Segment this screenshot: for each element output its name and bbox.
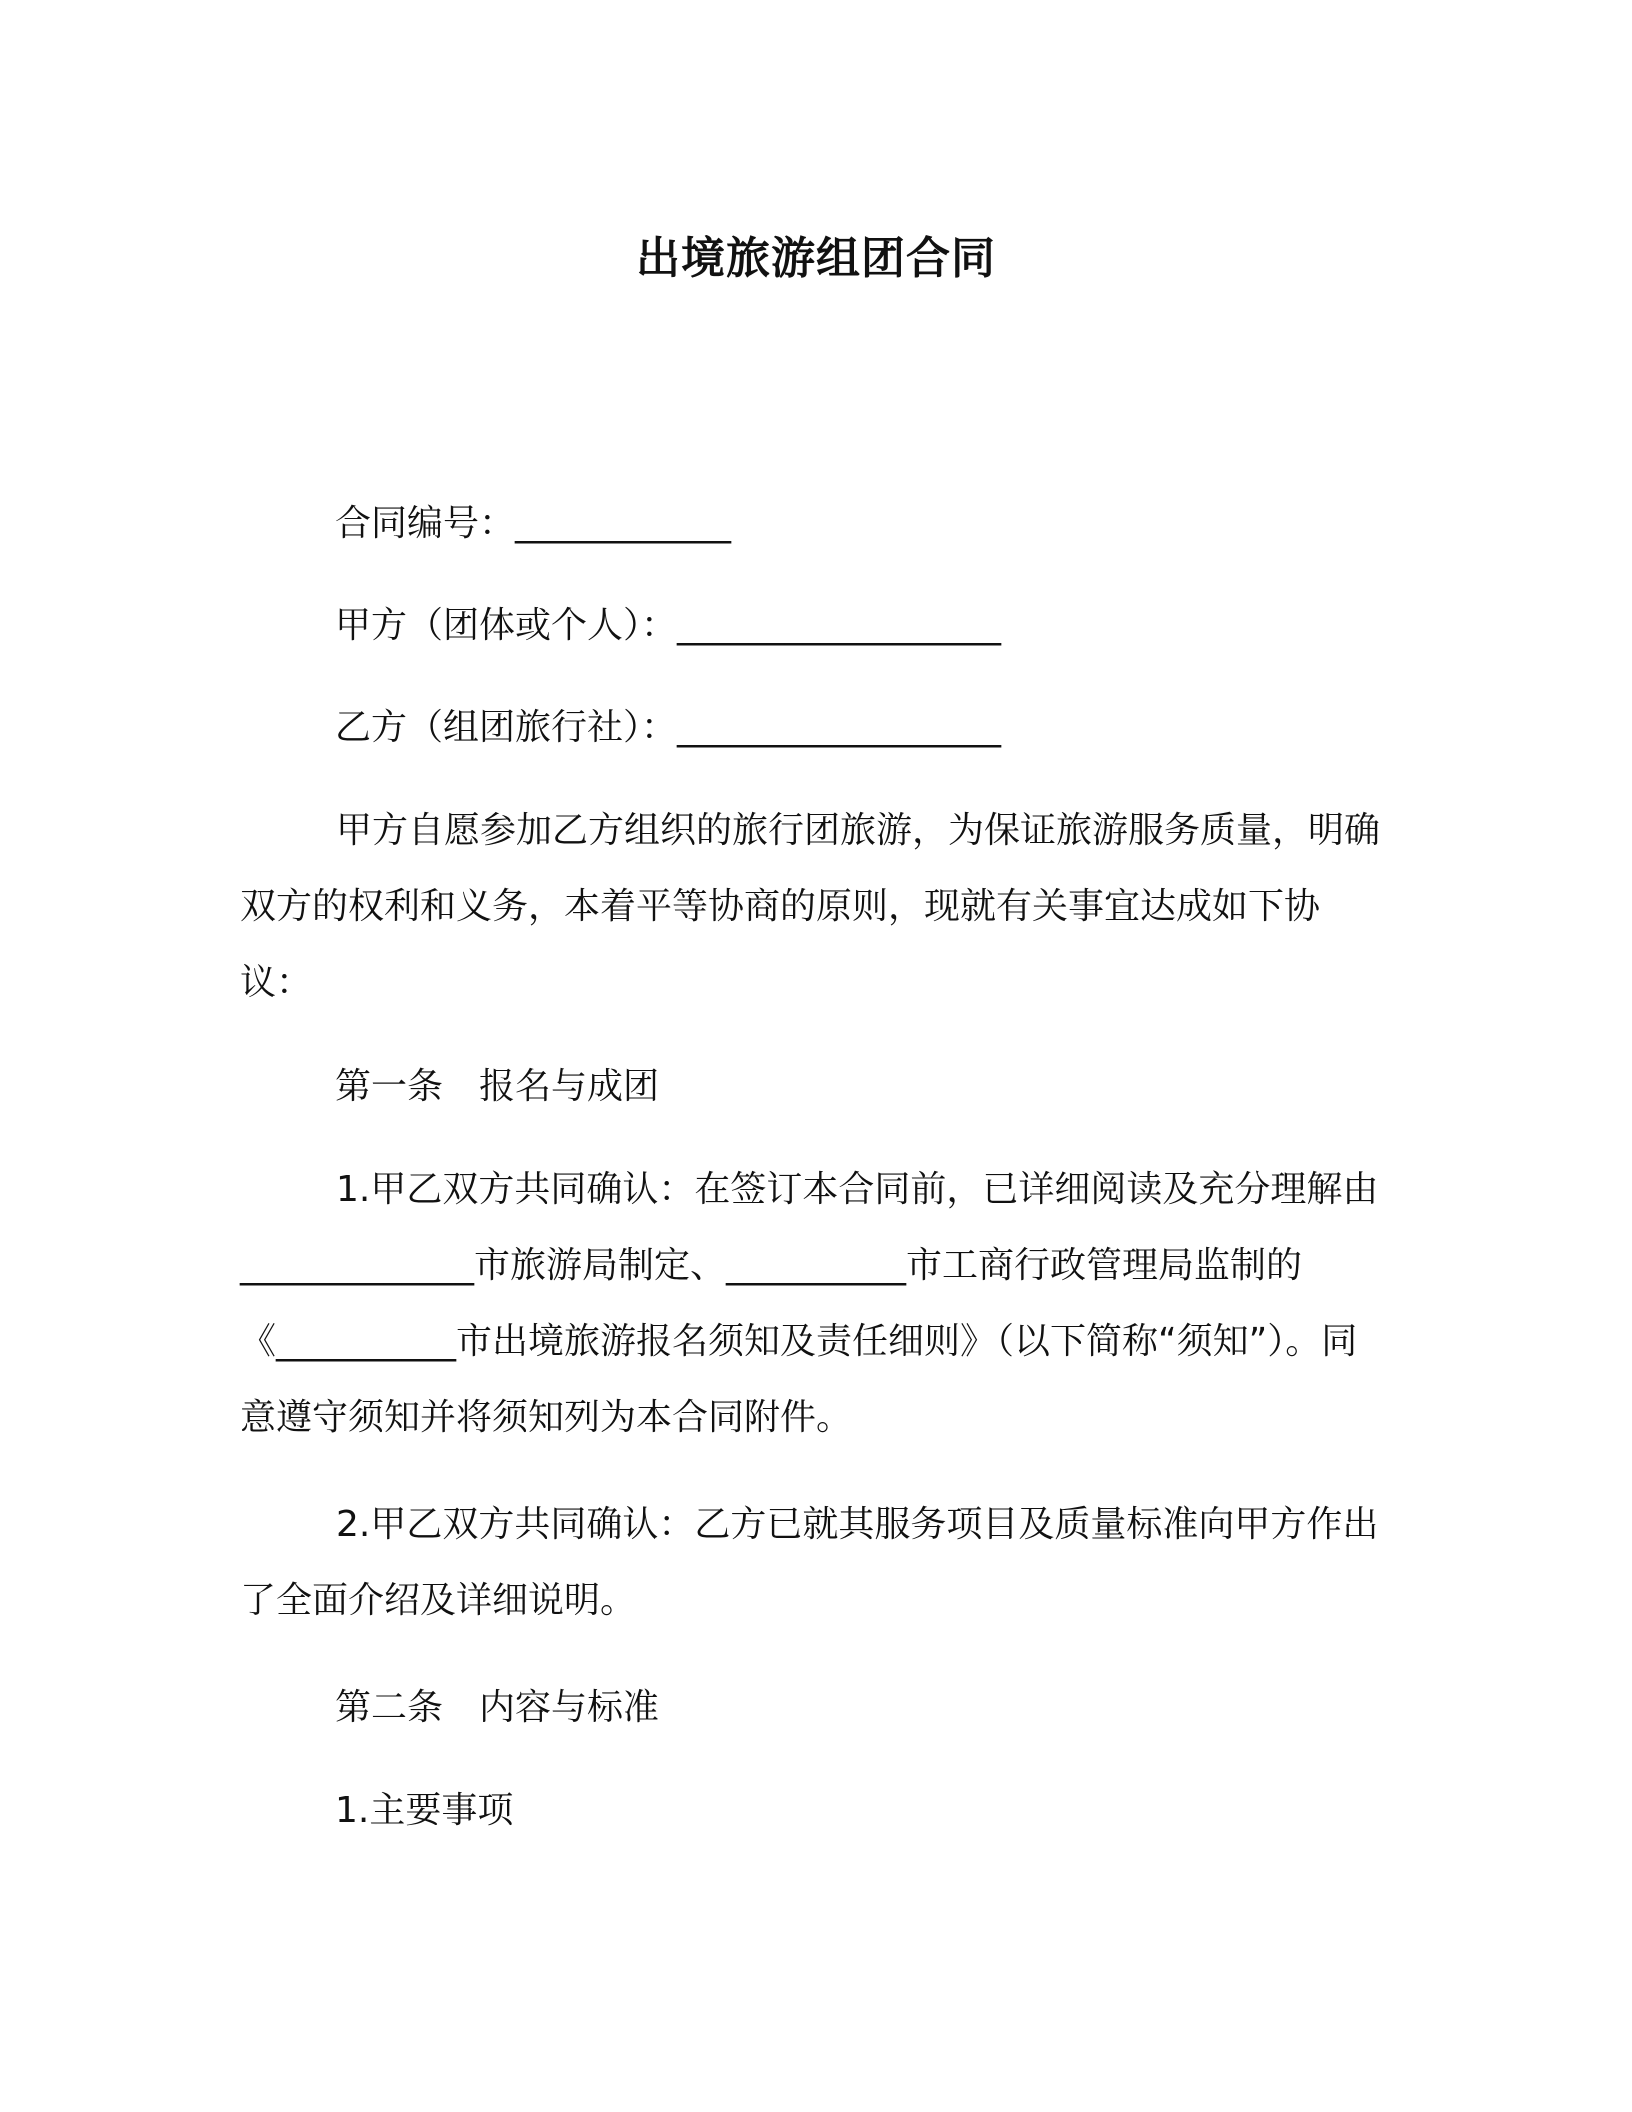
party-a-line: [335, 601, 1001, 651]
party-b-label: 乙方（组团旅行社）：: [335, 707, 678, 748]
party-b-blank: __________________: [677, 707, 1002, 748]
party-a-label: 甲方（团体或个人）：: [335, 605, 678, 646]
party-a-blank: __________________: [677, 605, 1002, 646]
intro-paragraph: 甲方自愿参加乙方组织的旅行团旅游，为保证旅游服务质量，明确双方的权利和义务，本着平等协商的原则，现就有关事宜达成如下协议：: [240, 810, 1381, 1003]
contract-number-blank: ____________: [515, 503, 732, 544]
article-1-item-2: 2.甲乙双方共同确认：乙方已就其服务项目及质量标准向甲方作出了全面介绍及详细说明。: [240, 1504, 1379, 1621]
contract-number-line: [335, 499, 731, 549]
article-1-heading: 第一条 报名与成团: [335, 1066, 660, 1107]
article-2-heading: 第二条 内容与标准: [335, 1687, 660, 1728]
article-2-item-1: 1.主要事项: [335, 1790, 514, 1831]
party-b-line: [335, 703, 1001, 753]
contract-number-label: 合同编号：: [335, 503, 516, 544]
document-title: 出境旅游组团合同: [636, 233, 996, 284]
article-1-item-1: 1.甲乙双方共同确认：在签订本合同前，已详细阅读及充分理解由_____________市旅游局制定、__________市工商行政管理局监制的《__________市出境旅游报名须知及责任细则》（以下简称“须知”）。同意遵守须知并将须知列为本合同附件。: [240, 1169, 1379, 1438]
